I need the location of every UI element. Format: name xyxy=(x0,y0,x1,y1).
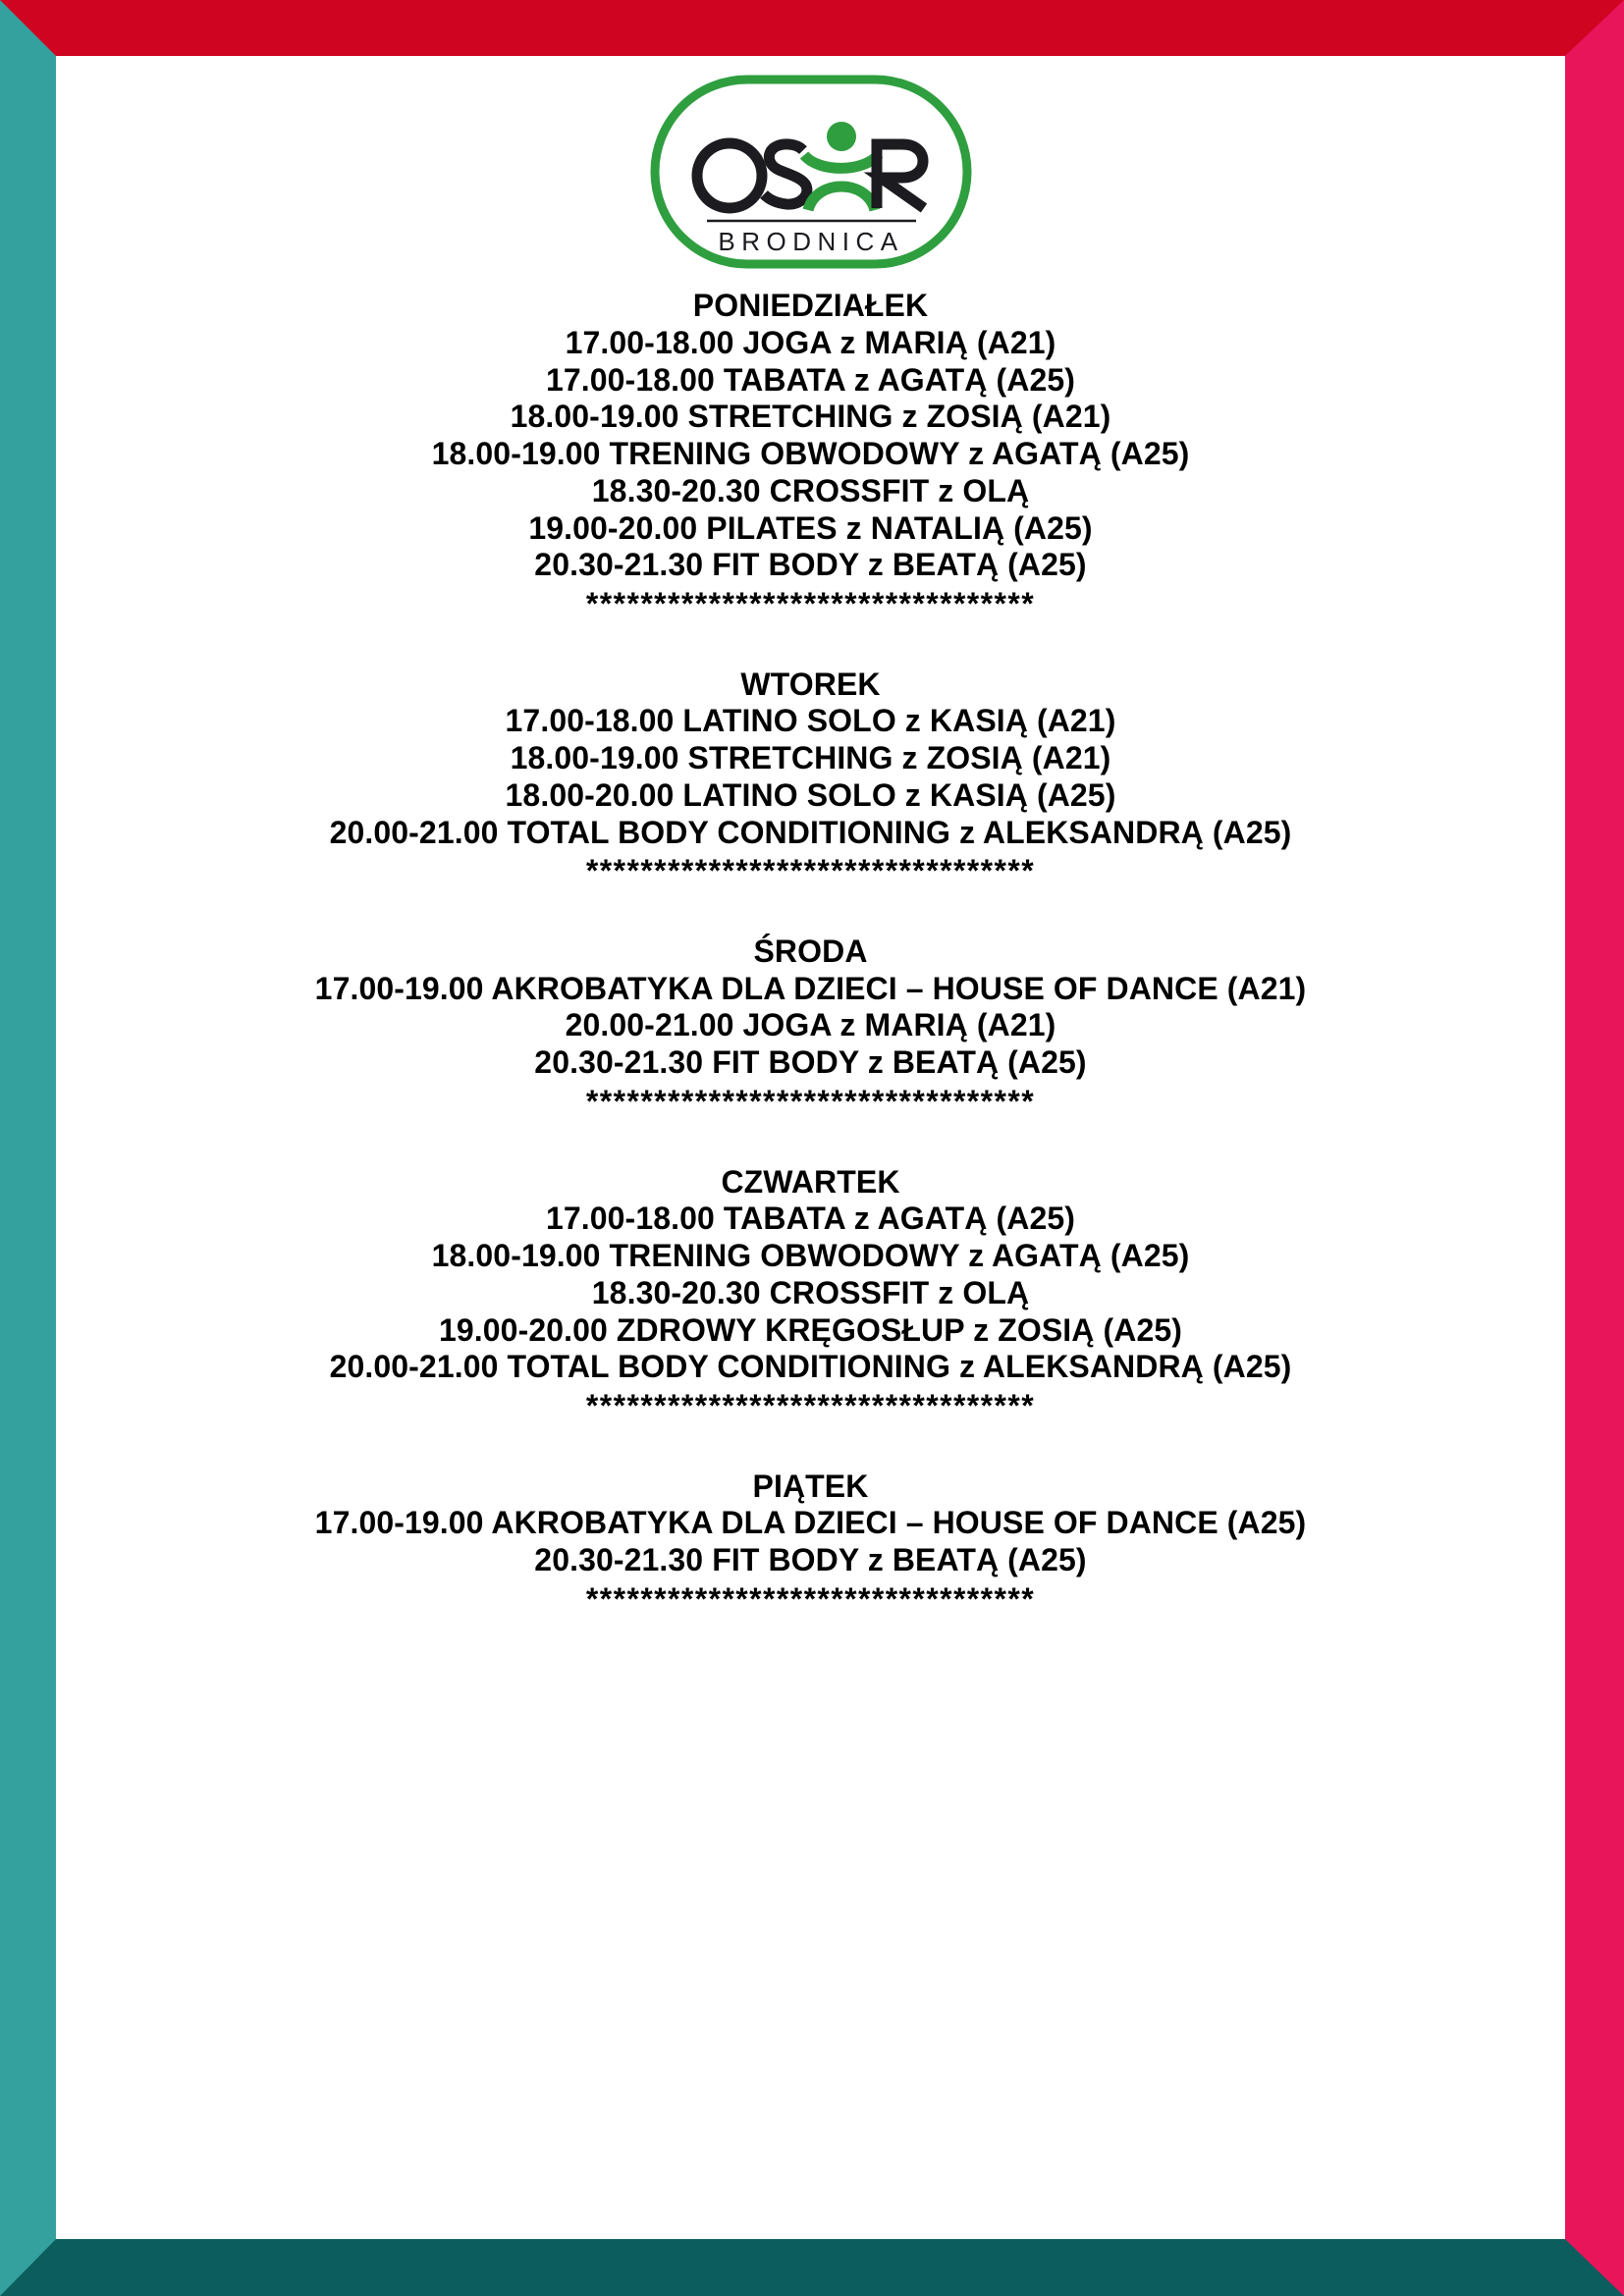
logo-letter-r xyxy=(877,144,924,208)
section-separator: ********************************* xyxy=(585,586,1036,621)
class-line: 20.00-21.00 TOTAL BODY CONDITIONING z ALEKSANDRĄ (A25) xyxy=(329,814,1292,850)
class-line: 18.00-19.00 STRETCHING z ZOSIĄ (A21) xyxy=(510,399,1111,435)
day-block-czwartek xyxy=(56,1164,1565,1427)
logo-letter-s xyxy=(764,144,807,204)
section-separator: ********************************* xyxy=(585,1083,1036,1119)
section-separator: ********************************* xyxy=(585,1580,1036,1617)
day-block-wtorek xyxy=(56,667,1565,892)
class-line: 18.30-20.30 CROSSFIT z OLĄ xyxy=(591,472,1030,508)
class-line: 17.00-19.00 AKROBATYKA DLA DZIECI – HOUSE OF DANCE (A25) xyxy=(314,1505,1307,1541)
section-gap xyxy=(56,625,1565,667)
day-title: CZWARTEK xyxy=(721,1163,900,1200)
logo-container xyxy=(56,56,1565,270)
poster-sheet xyxy=(56,56,1565,2239)
class-line: 20.00-21.00 TOTAL BODY CONDITIONING z ALEKSANDRĄ (A25) xyxy=(329,1349,1292,1385)
day-block-poniedzialek xyxy=(56,288,1565,625)
logo-figure-legs-icon xyxy=(808,187,875,210)
class-line: 18.00-19.00 TRENING OBWODOWY z AGATĄ (A25) xyxy=(431,1238,1190,1274)
section-separator: ********************************* xyxy=(585,1388,1036,1424)
class-line: 17.00-18.00 TABATA z AGATĄ (A25) xyxy=(545,1201,1075,1237)
class-line: 17.00-18.00 LATINO SOLO z KASIĄ (A21) xyxy=(505,703,1116,739)
day-title: PIĄTEK xyxy=(752,1468,869,1504)
class-line: 18.00-19.00 STRETCHING z ZOSIĄ (A21) xyxy=(510,740,1111,776)
logo-figure-arms-icon xyxy=(804,154,879,168)
day-title: WTOREK xyxy=(740,666,881,702)
class-line: 20.30-21.30 FIT BODY z BEATĄ (A25) xyxy=(534,547,1087,583)
class-line: 20.00-21.00 JOGA z MARIĄ (A21) xyxy=(565,1007,1056,1043)
class-line: 19.00-20.00 ZDROWY KRĘGOSŁUP z ZOSIĄ (A25) xyxy=(439,1311,1182,1348)
section-separator: ********************************* xyxy=(585,853,1036,889)
day-title: ŚRODA xyxy=(753,933,868,969)
logo-subtitle: BRODNICA xyxy=(717,227,904,256)
class-schedule xyxy=(56,288,1565,1620)
day-title: PONIEDZIAŁEK xyxy=(692,288,929,323)
osir-brodnica-logo xyxy=(649,74,973,270)
day-block-sroda xyxy=(56,934,1565,1123)
section-gap xyxy=(56,892,1565,934)
class-line: 18.00-20.00 LATINO SOLO z KASIĄ (A25) xyxy=(505,776,1116,813)
class-line: 17.00-18.00 JOGA z MARIĄ (A21) xyxy=(565,324,1056,360)
day-block-piatek xyxy=(56,1468,1565,1621)
class-line: 17.00-19.00 AKROBATYKA DLA DZIECI – HOUSE OF DANCE (A21) xyxy=(314,970,1307,1006)
class-line: 20.30-21.30 FIT BODY z BEATĄ (A25) xyxy=(534,1542,1087,1578)
class-line: 20.30-21.30 FIT BODY z BEATĄ (A25) xyxy=(534,1044,1087,1081)
class-line: 19.00-20.00 PILATES z NATALIĄ (A25) xyxy=(528,509,1093,546)
logo-figure-head-icon xyxy=(827,122,856,151)
class-line: 18.00-19.00 TRENING OBWODOWY z AGATĄ (A25) xyxy=(431,436,1190,471)
class-line: 17.00-18.00 TABATA z AGATĄ (A25) xyxy=(545,361,1075,398)
logo-letter-o xyxy=(697,143,762,208)
section-gap xyxy=(56,1123,1565,1164)
class-line: 18.30-20.30 CROSSFIT z OLĄ xyxy=(591,1274,1030,1310)
section-gap xyxy=(56,1427,1565,1468)
